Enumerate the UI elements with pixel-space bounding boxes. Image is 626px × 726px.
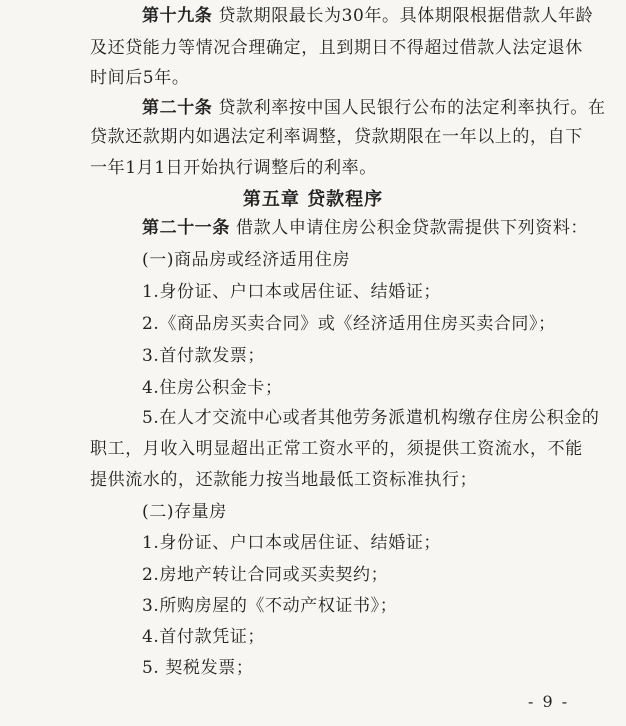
art19-line3: 时间后5年。 — [90, 68, 190, 88]
art21-intro: 借款人申请住房公积金贷款需提供下列资料： — [236, 218, 589, 238]
section1-item-5-cont1: 职工，月收入明显超出正常工资水平的，须提供工资流水，不能 — [90, 439, 583, 459]
art19-text1: 贷款期限最长为30年。具体期限根据借款人年龄 — [218, 6, 594, 26]
section1-item-3: 3.首付款发票； — [142, 346, 266, 366]
art19-label: 第十九条 — [142, 6, 213, 26]
section2-item-4: 4.首付款凭证； — [142, 627, 266, 647]
page-number: - 9 - — [528, 692, 570, 711]
art20-line3: 一年1月1日开始执行调整后的利率。 — [90, 158, 377, 178]
section1-item-4: 4.住房公积金卡； — [142, 378, 283, 398]
section1-item-5: 5.在人才交流中心或者其他劳务派遣机构缴存住房公积金的 — [142, 408, 600, 428]
section1-title: (一)商品房或经济适用住房 — [142, 250, 351, 270]
chapter-heading: 第五章 贷款程序 — [242, 189, 384, 210]
section2-item-3: 3.所购房屋的《不动产权证书》； — [142, 596, 398, 616]
art21-label: 第二十一条 — [142, 218, 230, 238]
art19-line1 — [142, 6, 593, 26]
art20-text1: 贷款利率按中国人民银行公布的法定利率执行。在 — [218, 98, 606, 118]
section2-title: (二)存量房 — [142, 502, 227, 522]
section1-item-1: 1.身份证、户口本或居住证、结婚证； — [142, 282, 442, 302]
section2-item-2: 2.房地产转让合同或买卖契约； — [142, 565, 389, 585]
section1-item-2: 2.《商品房买卖合同》或《经济适用住房买卖合同》； — [142, 314, 556, 334]
art21-line — [142, 218, 588, 238]
section2-item-5: 5. 契税发票； — [142, 658, 254, 678]
art20-line1 — [142, 98, 606, 118]
art20-line2: 贷款还款期内如遇法定利率调整，贷款期限在一年以上的，自下 — [90, 127, 583, 147]
section2-item-1: 1.身份证、户口本或居住证、结婚证； — [142, 533, 442, 553]
art19-line2: 及还贷能力等情况合理确定，且到期日不得超过借款人法定退休 — [90, 38, 583, 58]
art20-label: 第二十条 — [142, 98, 213, 118]
section1-item-5-cont2: 提供流水的，还款能力按当地最低工资标准执行； — [90, 470, 478, 490]
